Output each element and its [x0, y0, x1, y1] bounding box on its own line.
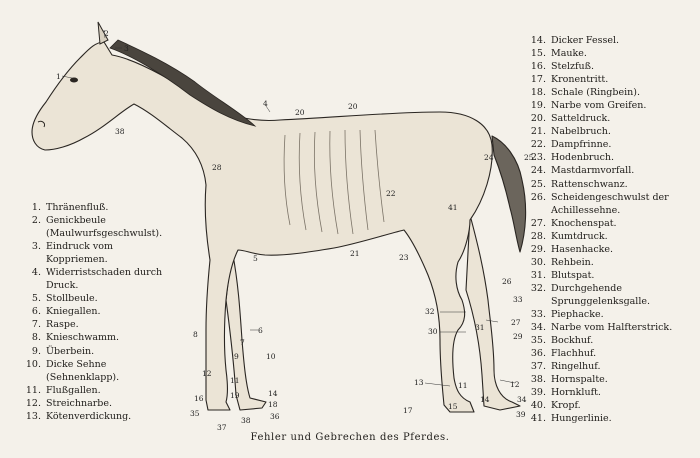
figure-caption: Fehler und Gebrechen des Pferdes. — [250, 432, 450, 443]
legend-number: 28. — [530, 230, 546, 242]
legend-text: Dicker Fessel. — [551, 35, 620, 46]
callout-12: 12 — [202, 369, 212, 378]
legend-text: Kumtdruck. — [551, 230, 608, 242]
legend-text: Knochenspat. — [551, 217, 617, 229]
legend-right-item — [527, 191, 687, 217]
callout-24: 24 — [484, 153, 494, 162]
legend-right-item — [527, 256, 687, 269]
callout-16: 16 — [194, 394, 204, 403]
legend-number: 19. — [530, 100, 546, 112]
legend-text: Piephacke. — [551, 308, 604, 320]
legend-right-item — [527, 373, 687, 386]
legend-number: 25. — [530, 178, 546, 190]
legend-text: Schale (Ringbein). — [551, 87, 640, 99]
callout-30: 30 — [428, 327, 438, 336]
legend-text: Knieschwamm. — [46, 332, 120, 344]
legend-left-item — [22, 358, 174, 384]
callout-2: 2 — [104, 29, 109, 38]
legend-right-item — [527, 412, 687, 425]
legend-number: 24. — [530, 165, 546, 177]
callout-9: 9 — [234, 352, 239, 361]
legend-number: 21. — [530, 126, 546, 138]
legend-right-item — [527, 73, 687, 86]
legend-number: 6. — [31, 306, 41, 318]
legend-text: Hornspalte. — [551, 374, 608, 386]
callout-1: 1 — [56, 72, 61, 81]
legend-text: Eindruck vom Koppriemen. — [46, 241, 114, 266]
legend-number: 33. — [530, 308, 546, 320]
legend-right-item — [527, 334, 687, 347]
callout-41: 41 — [448, 203, 458, 212]
legend-number: 35. — [530, 335, 546, 347]
horse-tail — [492, 136, 526, 252]
callout-25: 25 — [524, 153, 534, 162]
callout-31: 31 — [475, 323, 485, 332]
legend-right-item — [527, 399, 687, 412]
callout-19: 19 — [230, 391, 240, 400]
legend-right-item — [527, 269, 687, 282]
legend-number: 3. — [31, 241, 41, 253]
callout-35: 35 — [190, 409, 200, 418]
legend-right-item — [527, 112, 687, 125]
legend-text: Hornkluft. — [551, 387, 601, 399]
legend-right-item — [527, 386, 687, 399]
legend-number: 39. — [530, 387, 546, 399]
legend-number: 22. — [530, 139, 546, 151]
legend-text: Thränenfluß. — [46, 202, 109, 213]
legend-text: Rehbein. — [551, 256, 594, 268]
callout-15: 15 — [448, 402, 458, 411]
legend-right-item — [527, 47, 687, 60]
legend-right-item — [527, 243, 687, 256]
legend-left-item — [22, 345, 174, 358]
legend-right-item — [527, 230, 687, 243]
legend-left-item — [22, 240, 174, 266]
callout-23: 23 — [399, 253, 409, 262]
callout-20-back: 20 — [348, 102, 358, 111]
legend-number: 16. — [530, 61, 546, 73]
callout-21: 21 — [350, 249, 360, 258]
legend-number: 32. — [530, 282, 546, 294]
legend-number: 40. — [530, 400, 546, 412]
legend-number: 36. — [530, 348, 546, 360]
horse-eye — [70, 78, 78, 83]
legend-text: Dampfrinne. — [551, 139, 612, 151]
legend-number: 15. — [530, 48, 546, 60]
callout-22: 22 — [386, 189, 396, 198]
legend-number: 37. — [530, 361, 546, 373]
legend-number: 31. — [530, 269, 546, 281]
callout-6: 6 — [258, 326, 263, 335]
legend-text: Narbe vom Halfterstrick. — [551, 322, 673, 334]
legend-text: Genickbeule (Maulwurfsgeschwulst). — [46, 215, 163, 240]
legend-right-item — [527, 308, 687, 321]
callout-39: 39 — [516, 410, 526, 419]
legend-left-item — [22, 201, 174, 214]
callout-27: 27 — [511, 318, 521, 327]
legend-left-item — [22, 410, 174, 423]
callout-32: 32 — [425, 307, 435, 316]
callout-14-front: 14 — [268, 389, 278, 398]
callout-18: 18 — [268, 400, 278, 409]
legend-text: Flußgallen. — [46, 384, 101, 396]
legend-text: Satteldruck. — [551, 113, 611, 125]
legend-text: Kötenverdickung. — [46, 410, 132, 422]
legend-number: 29. — [530, 243, 546, 255]
legend-text: Kronentritt. — [551, 74, 609, 86]
legend-text: Mauke. — [551, 48, 587, 60]
legend-number: 9. — [31, 345, 41, 357]
legend-number: 2. — [31, 215, 41, 227]
legend-number: 30. — [530, 256, 546, 268]
callout-36: 36 — [270, 412, 280, 421]
callout-40: 38 — [115, 127, 125, 136]
legend-right-item — [527, 60, 687, 73]
legend-text: Hasenhacke. — [551, 243, 614, 255]
legend-number: 14. — [530, 35, 546, 46]
legend-number: 4. — [31, 267, 41, 279]
legend-left-item — [22, 214, 174, 240]
callout-11-hind: 11 — [458, 381, 468, 390]
legend-number: 1. — [31, 202, 41, 213]
legend-right-item — [527, 99, 687, 112]
callout-38: 38 — [241, 416, 251, 425]
callout-8: 8 — [193, 330, 198, 339]
legend-number: 10. — [25, 358, 41, 370]
callout-34: 34 — [517, 395, 527, 404]
callout-37: 37 — [217, 423, 227, 432]
legend-text: Scheidengeschwulst der Achillessehne. — [551, 191, 669, 216]
legend-right-item — [527, 347, 687, 360]
legend-left-item — [22, 397, 174, 410]
legend-right-item — [527, 282, 687, 308]
callout-12-hind: 12 — [510, 380, 520, 389]
legend-text: Mastdarmvorfall. — [551, 165, 635, 177]
legend-number: 38. — [530, 374, 546, 386]
callout-5: 5 — [253, 254, 258, 263]
legend-right-item — [527, 125, 687, 138]
legend-number: 11. — [25, 384, 41, 396]
legend-right-item — [527, 34, 687, 47]
legend-text: Blutspat. — [551, 269, 595, 281]
legend-text: Kniegallen. — [46, 306, 101, 318]
callout-17: 17 — [403, 406, 413, 415]
callout-3: 3 — [124, 44, 129, 53]
callout-13: 13 — [414, 378, 424, 387]
legend-right-item — [527, 138, 687, 151]
legend-right-item — [527, 321, 687, 334]
legend-left-item — [22, 305, 174, 318]
legend-text: Narbe vom Greifen. — [551, 100, 647, 112]
legend-left-item — [22, 266, 174, 292]
legend-text: Überbein. — [46, 345, 95, 357]
legend-number: 23. — [530, 152, 546, 164]
legend-text: Rattenschwanz. — [551, 178, 628, 190]
legend-text: Widerristschaden durch Druck. — [46, 267, 163, 292]
legend-number: 12. — [25, 397, 41, 409]
legend-text: Streichnarbe. — [46, 397, 113, 409]
callout-7: 7 — [240, 338, 245, 347]
legend-number: 26. — [530, 191, 546, 203]
legend-number: 34. — [530, 322, 546, 334]
legend-right-item — [527, 217, 687, 230]
legend-number: 17. — [530, 74, 546, 86]
legend-number: 8. — [31, 332, 41, 344]
legend-text: Stollbeule. — [46, 293, 98, 305]
callout-4: 4 — [263, 99, 268, 108]
legend-number: 27. — [530, 217, 546, 229]
legend-number: 13. — [25, 410, 41, 422]
legend-right-item — [527, 151, 687, 164]
callout-26: 26 — [502, 277, 512, 286]
legend-text: Durchgehende Sprunggelenksgalle. — [551, 282, 651, 307]
callout-33: 33 — [513, 295, 523, 304]
legend-text: Hungerlinie. — [551, 413, 612, 425]
legend-text: Kropf. — [551, 400, 581, 412]
legend-text: Raspe. — [46, 319, 79, 331]
legend-number: 5. — [31, 293, 41, 305]
callout-14-hind: 14 — [480, 395, 490, 404]
legend-text: Dicke Sehne (Sehnenklapp). — [46, 358, 120, 383]
legend-left-item — [22, 292, 174, 305]
callout-10: 10 — [266, 352, 276, 361]
legend-left-item — [22, 384, 174, 397]
legend-right-item — [527, 178, 687, 191]
legend-text: Flachhuf. — [551, 348, 597, 360]
legend-number: 18. — [530, 87, 546, 99]
legend-text: Hodenbruch. — [551, 152, 615, 164]
legend-text: Nabelbruch. — [551, 126, 611, 138]
callout-29: 29 — [513, 332, 523, 341]
callout-11-front: 11 — [230, 376, 240, 385]
legend-left-item — [22, 318, 174, 331]
legend-number: 41. — [530, 413, 546, 425]
legend-number: 20. — [530, 113, 546, 125]
legend-text: Stelzfuß. — [551, 61, 594, 73]
legend-left — [22, 201, 174, 423]
callout-28: 28 — [212, 163, 222, 172]
legend-text: Bockhuf. — [551, 335, 594, 347]
legend-text: Ringelhuf. — [551, 361, 601, 373]
legend-right-item — [527, 164, 687, 177]
legend-left-item — [22, 331, 174, 344]
legend-right — [527, 34, 687, 425]
legend-number: 7. — [31, 319, 41, 331]
legend-right-item — [527, 86, 687, 99]
callout-20-withers: 20 — [295, 108, 305, 117]
legend-right-item — [527, 360, 687, 373]
